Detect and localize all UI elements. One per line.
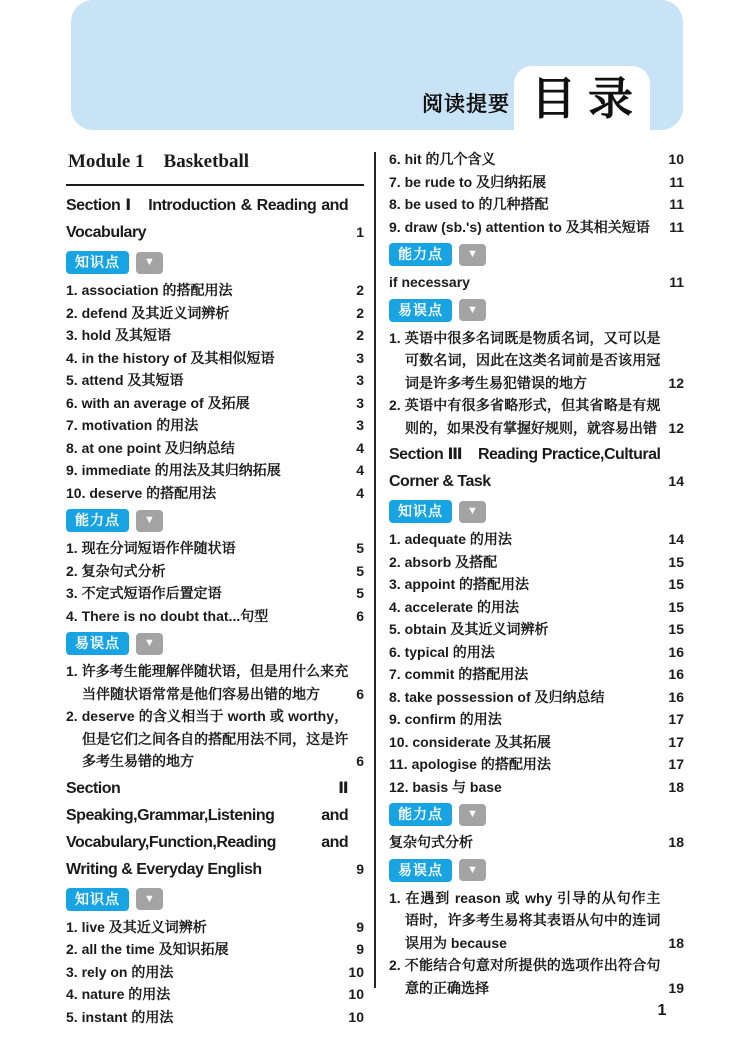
toc-entry-text: 7. motivation 的用法 — [66, 417, 199, 433]
badge-label: 能力点 — [66, 509, 129, 532]
toc-entry-page: 6 — [356, 753, 364, 769]
badge-row — [66, 509, 364, 532]
toc-entry — [389, 954, 684, 999]
toc-entry-page: 4 — [356, 484, 364, 501]
toc-entry — [66, 537, 364, 560]
toc-entry-page: 10 — [668, 151, 684, 167]
toc-entry — [66, 582, 364, 605]
toc-entry-text: 8. take possession of 及归纳总结 — [389, 688, 605, 705]
header-band — [71, 0, 683, 130]
toc-entry — [66, 983, 364, 1006]
badge-row — [66, 251, 364, 274]
toc-entry — [66, 324, 364, 347]
column-divider — [374, 152, 376, 988]
section-heading — [389, 441, 684, 495]
badge-label: 能力点 — [389, 243, 452, 266]
toc-entry-page: 12 — [668, 374, 684, 391]
toc-entry — [389, 731, 684, 754]
toc-title: 目录 — [530, 72, 645, 124]
toc-entry-page: 10 — [348, 963, 364, 980]
toc-entry — [66, 437, 364, 460]
toc-entry-page: 11 — [669, 196, 684, 212]
toc-entry-text: if necessary — [389, 274, 470, 290]
toc-entry-page: 14 — [668, 531, 684, 547]
badge-label: 知识点 — [389, 500, 452, 523]
toc-entry — [66, 347, 364, 370]
toc-entry-page: 9 — [356, 941, 364, 957]
toc-entry-page: 10 — [348, 1008, 364, 1025]
toc-entry-text: 10. considerate 及其拓展 — [389, 733, 551, 750]
badge-row — [389, 859, 684, 882]
toc-entry — [66, 414, 364, 437]
toc-entry-page: 18 — [668, 934, 684, 951]
toc-entry-text: 1. 在遇到 reason 或 why 引导的从句作主语时，许多考生易将其表语从句中的连词误用为 because — [389, 889, 661, 951]
toc-entry-text: 8. at one point 及归纳总结 — [66, 439, 235, 456]
toc-entry-page: 5 — [356, 540, 364, 556]
badge-label: 能力点 — [389, 803, 452, 826]
toc-entry — [389, 663, 684, 686]
toc-entry-text: 2. 复杂句式分析 — [66, 562, 166, 579]
toc-entry-text: 4. nature 的用法 — [66, 986, 171, 1002]
triangle-down-icon: ▼ — [459, 501, 486, 523]
triangle-down-icon: ▼ — [136, 252, 163, 274]
toc-entry-text: 6. with an average of 及拓展 — [66, 394, 250, 411]
toc-entry-text: 5. instant 的用法 — [66, 1008, 174, 1025]
toc-entry-text: 3. hold 及其短语 — [66, 327, 171, 343]
toc-entry-text: 2. deserve 的含义相当于 worth 或 worthy，但是它们之间各自的搭配用法不同，这是许多考生易错的地方 — [66, 708, 349, 769]
toc-entry-text: 1. live 及其近义词辨析 — [66, 918, 207, 935]
badge-label: 知识点 — [66, 888, 129, 911]
toc-entry-text: 4. There is no doubt that...句型 — [66, 607, 269, 624]
toc-entry — [389, 216, 684, 239]
toc-entry-page: 3 — [356, 394, 364, 411]
toc-entry-text: 2. absorb 及搭配 — [389, 553, 498, 570]
toc-entry — [66, 660, 364, 705]
toc-entry-page: 17 — [668, 756, 684, 772]
toc-entry — [389, 596, 684, 619]
badge-row — [389, 243, 684, 266]
toc-entry — [66, 302, 364, 325]
toc-entry-page: 3 — [356, 349, 364, 366]
toc-entry — [66, 560, 364, 583]
badge-label: 知识点 — [66, 251, 129, 274]
toc-entry-page: 10 — [348, 986, 364, 1002]
badge-row — [389, 803, 684, 826]
badge-row — [66, 888, 364, 911]
toc-entry — [389, 327, 684, 395]
toc-entry — [389, 887, 684, 955]
toc-entry-text: 12. basis 与 base — [389, 778, 502, 795]
toc-entry-page: 18 — [668, 834, 684, 850]
triangle-down-icon: ▼ — [459, 804, 486, 826]
toc-entry-page: 15 — [668, 553, 684, 570]
badge-row — [66, 632, 364, 655]
toc-entry-text: 4. in the history of 及其相似短语 — [66, 349, 275, 366]
toc-entry-text: 9. immediate 的用法及其归纳拓展 — [66, 462, 281, 478]
toc-entry — [66, 938, 364, 961]
triangle-down-icon: ▼ — [136, 633, 163, 655]
toc-entry-page: 3 — [356, 372, 364, 388]
badge-label: 易误点 — [66, 632, 129, 655]
toc-entry-page: 16 — [668, 688, 684, 705]
toc-entry-text: 3. appoint 的搭配用法 — [389, 576, 529, 592]
toc-entry — [66, 961, 364, 984]
toc-left-column — [66, 148, 364, 1028]
triangle-down-icon: ▼ — [136, 888, 163, 910]
divider-rule — [66, 184, 364, 186]
toc-entry — [389, 528, 684, 551]
toc-entry — [389, 686, 684, 709]
toc-entry-page: 17 — [668, 733, 684, 750]
toc-entry — [66, 279, 364, 302]
toc-entry — [389, 193, 684, 216]
toc-entry-text: 9. confirm 的用法 — [389, 711, 502, 727]
toc-entry-text: 7. commit 的搭配用法 — [389, 666, 529, 682]
toc-entry-text: 8. be used to 的几种搭配 — [389, 196, 549, 212]
reading-summary-label: 阅读提要 — [422, 93, 510, 116]
toc-entry-text: 10. deserve 的搭配用法 — [66, 484, 217, 501]
toc-entry-text: 5. attend 及其短语 — [66, 372, 184, 388]
toc-entry-page: 16 — [668, 666, 684, 682]
toc-entry-text: 9. draw (sb.'s) attention to 及其相关短语 — [389, 218, 650, 235]
toc-entry-page: 11 — [669, 218, 684, 235]
toc-entry-page: 15 — [668, 576, 684, 592]
toc-entry — [389, 551, 684, 574]
toc-entry — [389, 573, 684, 596]
section-page-number: 14 — [668, 473, 684, 489]
toc-entry-text: 1. adequate 的用法 — [389, 531, 512, 547]
toc-entry-text: 1. 许多考生能理解伴随状语，但是用什么来充当伴随状语常常是他们容易出错的地方 — [66, 663, 349, 702]
toc-entry-text: 2. 不能结合句意对所提供的选项作出符合句意的正确选择 — [389, 957, 661, 996]
triangle-down-icon: ▼ — [459, 299, 486, 321]
section-page-number: 9 — [356, 860, 364, 877]
toc-entry-page: 11 — [669, 274, 684, 290]
toc-entry — [389, 776, 684, 799]
toc-entry-page: 4 — [356, 439, 364, 456]
triangle-down-icon: ▼ — [459, 244, 486, 266]
section-heading — [66, 775, 364, 883]
toc-entry-text: 6. typical 的用法 — [389, 643, 495, 660]
toc-entry — [66, 369, 364, 392]
toc-entry — [66, 605, 364, 628]
module-title: Module 1 Basketball — [68, 151, 250, 172]
toc-entry — [389, 641, 684, 664]
toc-entry — [389, 171, 684, 194]
toc-entry-text: 1. association 的搭配用法 — [66, 282, 233, 298]
toc-entry-page: 16 — [668, 643, 684, 660]
toc-entry — [389, 753, 684, 776]
toc-entry-page: 3 — [356, 417, 364, 433]
toc-title-box — [514, 66, 650, 130]
toc-entry-page: 6 — [356, 607, 364, 624]
toc-entry — [66, 459, 364, 482]
toc-entry — [389, 394, 684, 439]
toc-entry-page: 15 — [668, 598, 684, 615]
toc-entry-text: 3. 不定式短语作后置定语 — [66, 585, 222, 601]
toc-entry — [66, 705, 364, 773]
toc-entry-page: 15 — [668, 621, 684, 637]
toc-entry-text: 2. defend 及其近义词辨析 — [66, 304, 230, 321]
toc-entry-page: 9 — [356, 918, 364, 935]
badge-row — [389, 299, 684, 322]
toc-entry — [389, 618, 684, 641]
toc-entry-page: 11 — [669, 173, 684, 190]
section-title: Section Ⅲ Reading Practice,Cultural Corner & Task — [389, 446, 661, 490]
section-heading — [66, 192, 364, 246]
page-number: 1 — [657, 1002, 667, 1019]
section-page-number: 1 — [356, 224, 364, 240]
badge-row — [389, 500, 684, 523]
section-title: Section Ⅱ Speaking,Grammar,Listening and Vocabulary,Function,Reading and Writing & Everyday English — [66, 779, 364, 878]
toc-entry-text: 5. obtain 及其近义词辨析 — [389, 621, 549, 637]
toc-entry-page: 18 — [668, 778, 684, 795]
toc-entry — [389, 148, 684, 171]
toc-entry-text: 2. 英语中有很多省略形式，但其省略是有规则的，如果没有掌握好规则，就容易出错 — [389, 397, 661, 436]
toc-entry-text: 4. accelerate 的用法 — [389, 598, 519, 615]
toc-entry — [389, 708, 684, 731]
toc-entry-page: 2 — [356, 304, 364, 321]
toc-entry — [389, 831, 684, 854]
toc-entry — [66, 916, 364, 939]
section-title: Section Ⅰ Introduction & Reading and Vocabulary — [66, 197, 349, 241]
toc-entry-text: 1. 英语中很多名词既是物质名词，又可以是可数名词，因此在这类名词前是否该用冠词是许多考生易犯错误的地方 — [389, 329, 661, 391]
badge-label: 易误点 — [389, 299, 452, 322]
toc-entry-text: 2. all the time 及知识拓展 — [66, 941, 229, 957]
toc-entry-page: 2 — [356, 282, 364, 298]
toc-entry-page: 5 — [356, 585, 364, 601]
toc-entry-page: 4 — [356, 462, 364, 478]
toc-right-column — [389, 148, 684, 999]
toc-entry-text: 3. rely on 的用法 — [66, 963, 174, 980]
toc-entry-page: 2 — [356, 327, 364, 343]
triangle-down-icon: ▼ — [136, 510, 163, 532]
toc-entry-page: 19 — [668, 979, 684, 996]
toc-entry-page: 17 — [668, 711, 684, 727]
toc-entry-text: 6. hit 的几个含义 — [389, 151, 496, 167]
toc-entry-text: 11. apologise 的搭配用法 — [389, 756, 551, 772]
toc-entry-text: 7. be rude to 及归纳拓展 — [389, 173, 547, 190]
toc-entry — [66, 482, 364, 505]
toc-entry-page: 6 — [356, 685, 364, 702]
badge-label: 易误点 — [389, 859, 452, 882]
toc-entry — [66, 1006, 364, 1029]
toc-entry — [66, 392, 364, 415]
toc-entry-page: 12 — [668, 419, 684, 436]
toc-entry-page: 5 — [356, 562, 364, 579]
triangle-down-icon: ▼ — [459, 859, 486, 881]
toc-entry-text: 1. 现在分词短语作伴随状语 — [66, 540, 236, 556]
toc-entry-text: 复杂句式分析 — [389, 834, 473, 850]
toc-entry — [389, 271, 684, 294]
